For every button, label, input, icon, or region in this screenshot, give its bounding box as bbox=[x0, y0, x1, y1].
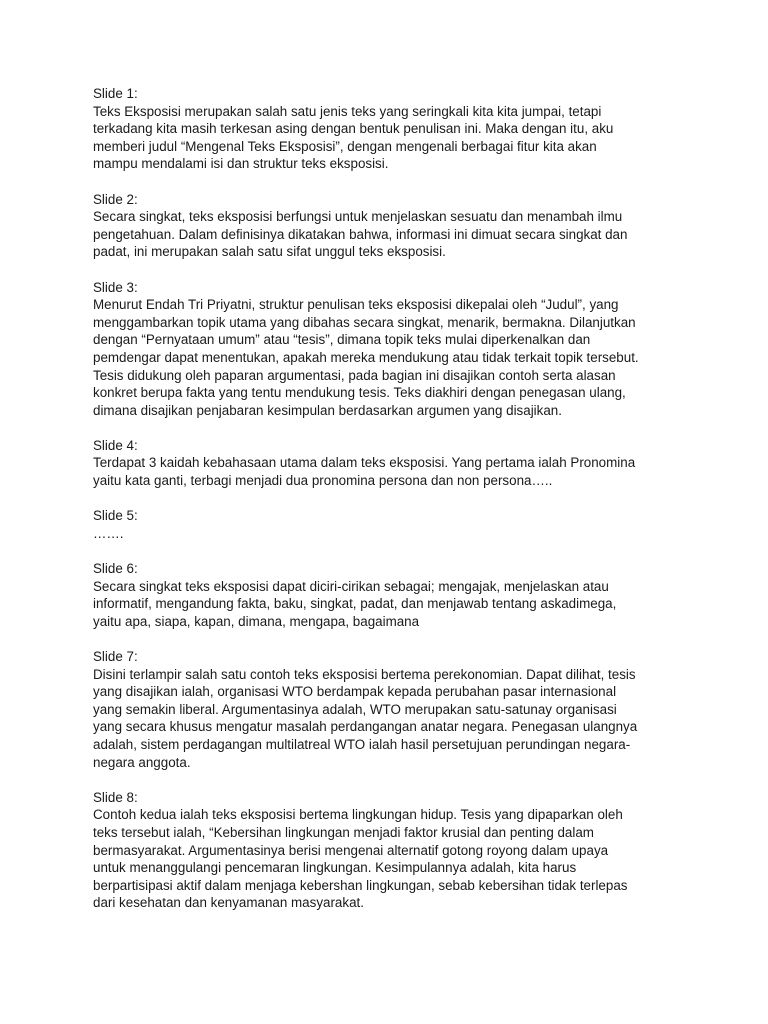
slide-7-heading: Slide 7: bbox=[93, 649, 138, 664]
slide-8-heading: Slide 8: bbox=[93, 789, 138, 805]
slide-2-line-2: pengetahuan. Dalam definisinya dikatakan bahwa, informasi ini dimuat secara singkat dan bbox=[93, 226, 628, 242]
slide-1-heading: Slide 1: bbox=[93, 86, 138, 101]
slide-6-section bbox=[93, 560, 693, 630]
slide-7-line-5: adalah, sistem perdagangan multilatreal WTO ialah hasil persetujuan perundingan negara- bbox=[93, 736, 631, 752]
slide-6-heading: Slide 6: bbox=[93, 561, 138, 577]
slide-8-line-6: dari kesehatan dan kenyamanan masyarakat. bbox=[93, 895, 364, 911]
slide-8-line-2: teks tersebut ialah, “Kebersihan lingkungan menjadi faktor krusial dan penting dalam bbox=[93, 824, 594, 840]
slide-7-line-6: negara anggota. bbox=[93, 754, 191, 770]
slide-4-heading: Slide 4: bbox=[93, 437, 138, 453]
slide-7-line-1: Disini terlampir salah satu contoh teks eksposisi bertema perekonomian. Dapat dilihat, tesis bbox=[93, 666, 636, 682]
slide-6-line-3: yaitu apa, siapa, kapan, dimana, mengapa, bagaimana bbox=[93, 613, 420, 629]
slide-8-line-5: berpartisipasi aktif dalam menjaga kebershan lingkungan, sebab kebersihan tidak terlepas bbox=[93, 877, 628, 893]
slide-3-line-5: Tesis didukung oleh paparan argumentasi, pada bagian ini disajikan contoh serta alasan bbox=[93, 367, 616, 383]
slide-8-section bbox=[93, 789, 693, 912]
slide-3-line-4: pemdengar dapat menentukan, apakah mereka mendukung atau tidak terkait topik tersebut. bbox=[93, 349, 639, 365]
slide-3-section bbox=[93, 279, 693, 420]
slide-1-line-2: terkadang kita masih terkesan asing dengan bentuk penulisan ini. Maka dengan itu, aku bbox=[93, 121, 614, 137]
slide-3-line-6: konkret berupa fakta yang tentu mendukung tesis. Teks diakhiri dengan penegasan ulang, bbox=[93, 385, 626, 401]
slide-7-section bbox=[93, 648, 693, 771]
slide-5-line-1: ……. bbox=[93, 525, 124, 541]
slide-3-line-2: menggambarkan topik utama yang dibahas secara singkat, menarik, bermakna. Dilanjutkan bbox=[93, 314, 636, 330]
slide-1-section bbox=[93, 85, 693, 173]
slide-3-line-1: Menurut Endah Tri Priyatni, struktur penulisan teks eksposisi dikepalai oleh “Judul”, yang bbox=[93, 297, 619, 313]
slide-4-line-2: yaitu kata ganti, terbagi menjadi dua pronomina persona dan non persona….. bbox=[93, 473, 553, 489]
slide-1-line-4: mampu mendalami isi dan struktur teks eksposisi. bbox=[93, 156, 389, 172]
slide-1-line-3: memberi judul “Mengenal Teks Eksposisi”, dengan mengenali berbagai fitur kita akan bbox=[93, 138, 597, 154]
slide-2-line-1: Secara singkat, teks eksposisi berfungsi untuk menjelaskan sesuatu dan menambah ilmu bbox=[93, 209, 623, 225]
slide-7-line-4: yang secara khusus mengatur masalah perdangangan anatar negara. Penegasan ulangnya bbox=[93, 719, 638, 735]
slide-6-line-1: Secara singkat teks eksposisi dapat diciri-cirikan sebagai; mengajak, menjelaskan atau bbox=[93, 578, 609, 594]
slide-7-line-2: yang disajikan ialah, organisasi WTO berdampak kepada perubahan pasar internasional bbox=[93, 684, 617, 700]
slide-2-heading: Slide 2: bbox=[93, 191, 138, 207]
slide-5-section bbox=[93, 507, 693, 542]
document-page bbox=[93, 85, 693, 930]
slide-4-section bbox=[93, 437, 693, 490]
slide-8-line-4: untuk menanggulangi pencemaran lingkungan. Kesimpulannya adalah, kita harus bbox=[93, 860, 577, 876]
slide-2-section bbox=[93, 191, 693, 261]
slide-2-line-3: padat, ini merupakan salah satu sifat unggul teks eksposisi. bbox=[93, 244, 446, 260]
slide-7-line-3: yang semakin liberal. Argumentasinya adalah, WTO merupakan satu-satunay organisasi bbox=[93, 701, 617, 717]
slide-8-line-3: bermasyarakat. Argumentasinya berisi mengenai alternatif gotong royong dalam upaya bbox=[93, 842, 609, 858]
slide-3-heading: Slide 3: bbox=[93, 279, 138, 295]
slide-4-line-1: Terdapat 3 kaidah kebahasaan utama dalam teks eksposisi. Yang pertama ialah Pronomina bbox=[93, 455, 636, 471]
slide-8-line-1: Contoh kedua ialah teks eksposisi bertema lingkungan hidup. Tesis yang dipaparkan oleh bbox=[93, 807, 623, 823]
slide-1-line-1: Teks Eksposisi merupakan salah satu jenis teks yang seringkali kita kita jumpai, tetapi bbox=[93, 103, 602, 119]
slide-3-line-3: dengan “Pernyataan umum” atau “tesis”, dimana topik teks mulai diperkenalkan dan bbox=[93, 332, 591, 348]
slide-5-heading: Slide 5: bbox=[93, 508, 138, 524]
slide-6-line-2: informatif, mengandung fakta, baku, singkat, padat, dan menjawab tentang askadimega, bbox=[93, 596, 617, 612]
slide-3-line-7: dimana disajikan penjabaran kesimpulan berdasarkan argumen yang disajikan. bbox=[93, 402, 562, 418]
